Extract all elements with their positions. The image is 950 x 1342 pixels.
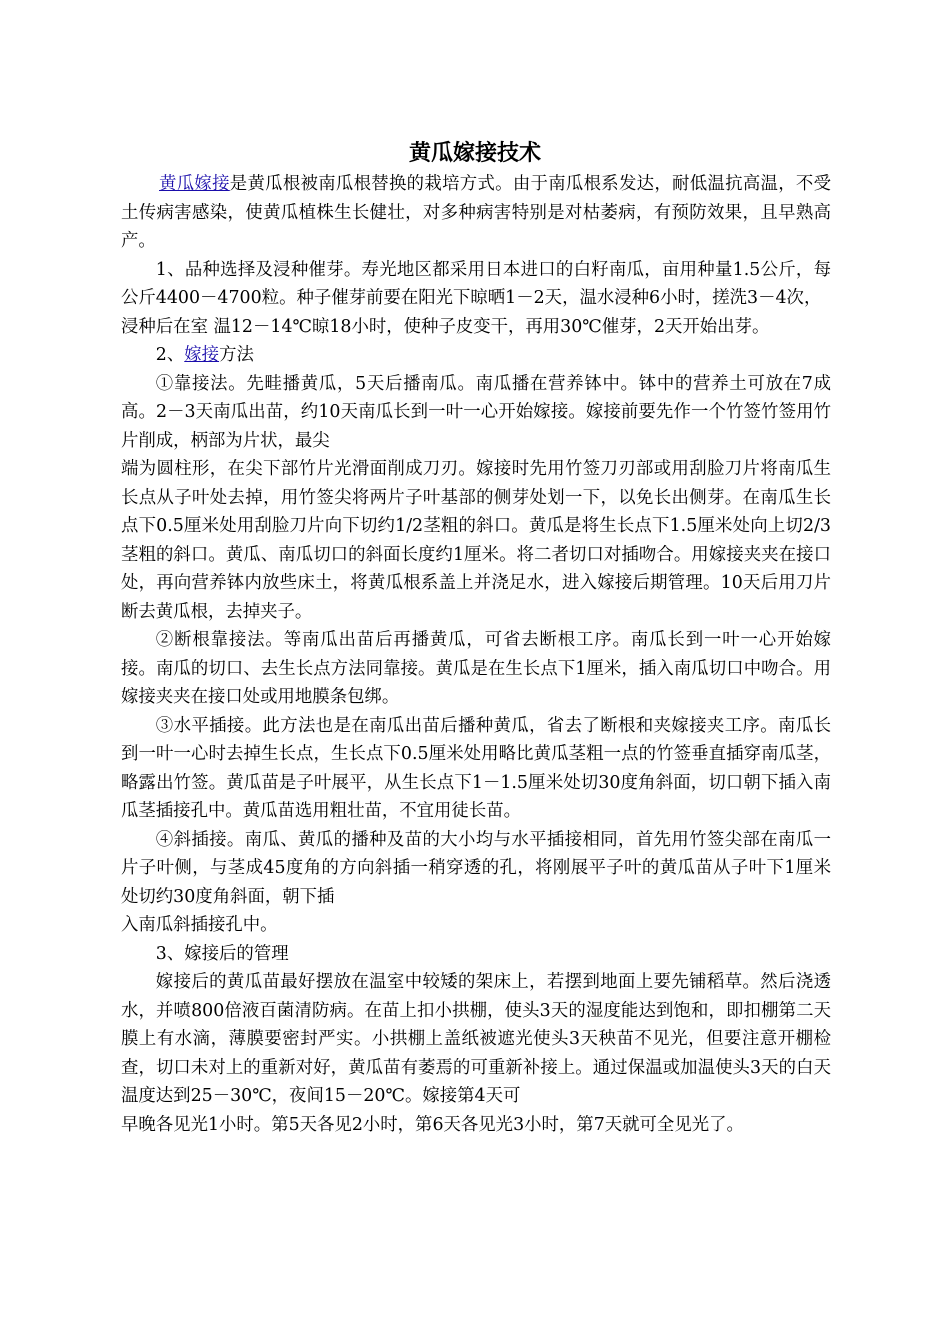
method3-paragraph: ③水平插接。此方法也是在南瓜出苗后播种黄瓜，省去了断根和夹嫁接夹工序。南瓜长到一叶一心时去掉生长点，生长点下0.5厘米处用略比黄瓜茎粗一点的竹签垂直插穿南瓜茎，略露出竹签。黄瓜苗是子叶展平，从生长点下1－1.5厘米处切30度角斜面，切口朝下插入南瓜茎插接孔中。黄瓜苗选用粗壮苗，不宜用徒长苗。 [121,715,831,821]
section3-heading: 3、嫁接后的管理 [155,943,289,964]
method4-continuation: 入南瓜斜插接孔中。 [121,915,278,935]
document-title: 黄瓜嫁接技术 [408,141,541,166]
intro-paragraph [121,170,831,256]
section1-paragraph: 1、品种选择及浸种催芽。寿光地区都采用日本进口的白籽南瓜，亩用种量1.5公斤，每公斤4400－4700粒。种子催芽前要在阳光下晾晒1－2天，温水浸种6小时，搓洗3－4次， [121,259,831,308]
grafting-link[interactable]: 黄瓜嫁接 [159,174,230,194]
section2-number: 2、 [155,345,185,365]
management-continuation: 早晚各见光1小时。第5天各见2小时，第6天各见光3小时，第7天就可全见光了。 [121,1114,744,1135]
intro-text: 是黄瓜根被南瓜根替换的栽培方式。由于南瓜根系发达，耐低温抗高温，不受土传病害感染，使黄瓜植株生长健壮，对多种病害特别是对枯萎病，有预防效果，且早熟高产。 [121,174,831,251]
section2-heading [121,341,831,370]
management-paragraph: 嫁接后的黄瓜苗最好摆放在温室中较矮的架床上，若摆到地面上要先铺稻草。然后浇透水，并喷800倍液百菌清防病。在苗上扣小拱棚，使头3天的湿度能达到饱和，即扣棚第二天膜上有水滴，薄膜要密封严实。小拱棚上盖纸被遮光使头3天秧苗不见光，但要注意开棚检查，切口未对上的重新对好，黄瓜苗有萎焉的可重新补接上。通过保温或加温使头3天的白天温度达到25－30℃，夜间15－20℃。嫁接第4天可 [121,972,831,1106]
method4-paragraph: ④斜插接。南瓜、黄瓜的播种及苗的大小均与水平插接相同，首先用竹签尖部在南瓜一片子叶侧，与茎成45度角的方向斜插一稍穿透的孔，将刚展平子叶的黄瓜苗从子叶下1厘米处切约30度角斜面，朝下插 [121,829,831,907]
section1-continuation: 浸种后在室 温12－14℃晾18小时，使种子皮变干，再用30℃催芽，2天开始出芽。 [121,316,770,337]
section2-heading-rest: 方法 [219,345,254,365]
grafting-method-link[interactable]: 嫁接 [184,345,220,365]
method1-continuation: 端为圆柱形，在尖下部竹片光滑面削成刀刃。嫁接时先用竹签刀刃部或用刮脸刀片将南瓜生长点从子叶处去掉，用竹签尖将两片子叶基部的侧芽处划一下，以免长出侧芽。在南瓜生长点下0.5厘米处用刮脸刀片向下切约1/2茎粗的斜口。黄瓜是将生长点下1.5厘米处向上切2/3茎粗的斜口。黄瓜、南瓜切口的斜面长度约1厘米。将二者切口对插吻合。用嫁接夹夹在接口处，再向营养钵内放些床土，将黄瓜根系盖上并浇足水，进入嫁接后期管理。10天后用刀片断去黄瓜根，去掉夹子。 [121,459,831,622]
document-body [121,170,831,1139]
method1-paragraph: ①靠接法。先畦播黄瓜，5天后播南瓜。南瓜播在营养钵中。钵中的营养土可放在7成高。2－3天南瓜出苗，约10天南瓜长到一叶一心开始嫁接。嫁接前要先作一个竹签竹签用竹片削成，柄部为片状，最尖 [121,373,831,451]
method2-paragraph: ②断根靠接法。等南瓜出苗后再播黄瓜，可省去断根工序。南瓜长到一叶一心开始嫁接。南瓜的切口、去生长点方法同靠接。黄瓜是在生长点下1厘米，插入南瓜切口中吻合。用嫁接夹夹在接口处或用地膜条包绑。 [121,630,831,707]
